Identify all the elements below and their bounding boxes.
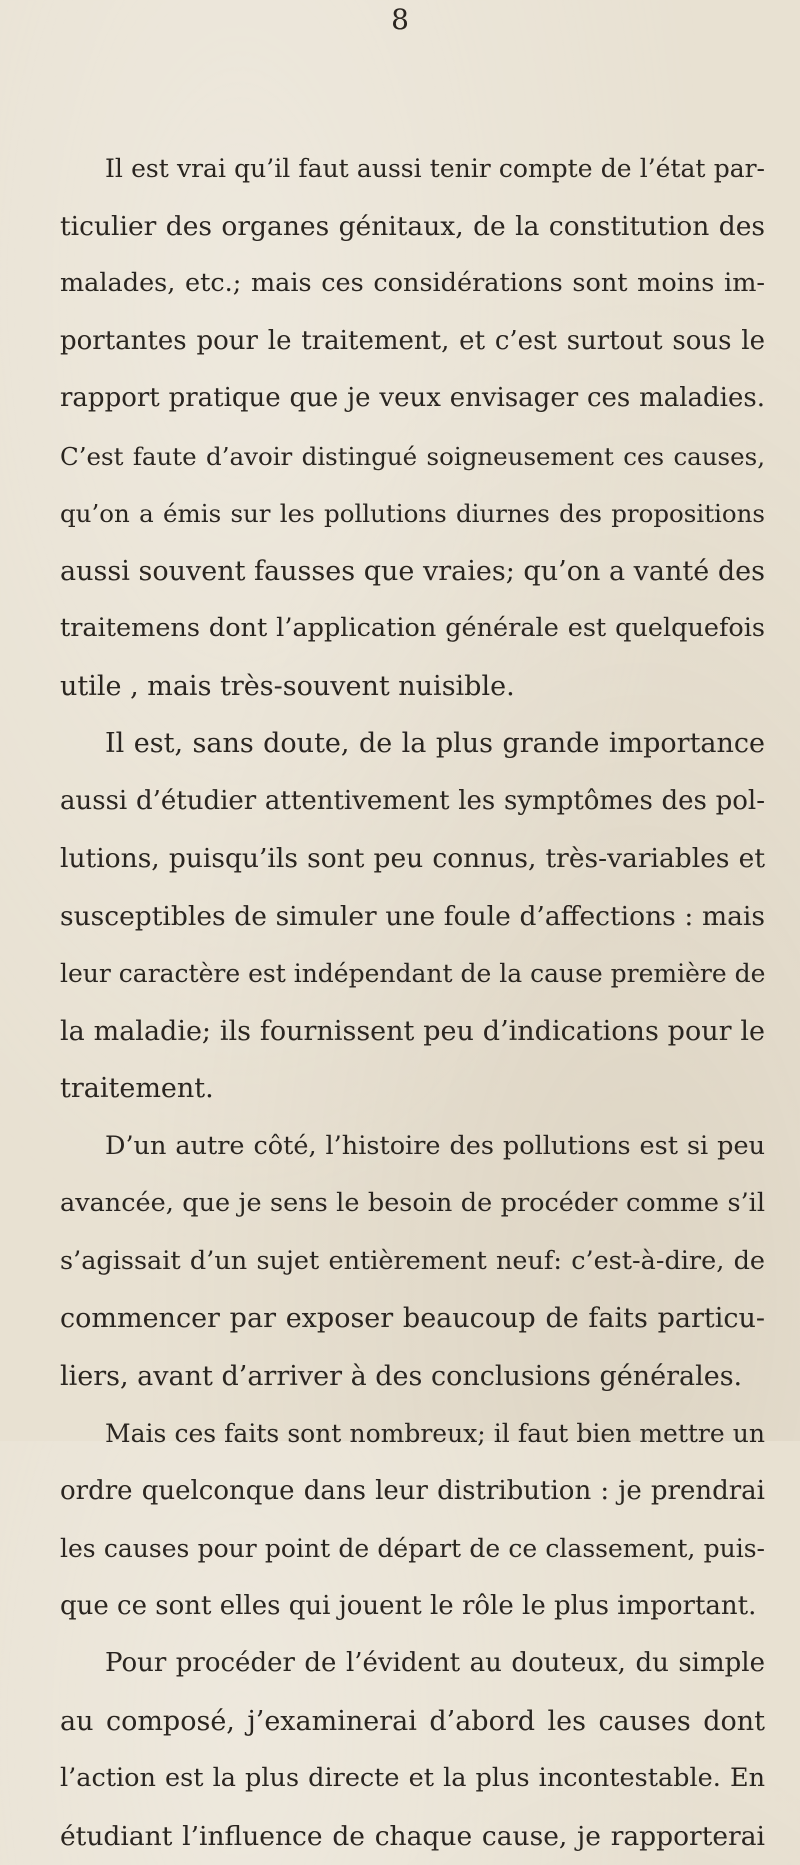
text-line: C’est faute d’avoir distingué soigneusement ces causes,: [60, 428, 765, 486]
text-line: ordre quelconque dans leur distribution : je prendrai: [60, 1463, 765, 1521]
text-line: avancée, que je sens le besoin de procéder comme s’il: [60, 1175, 765, 1233]
text-line: étudiant l’influence de chaque cause, je rapporterai: [60, 1808, 765, 1865]
page-number: 8: [0, 0, 800, 40]
text-line: la maladie; ils fournissent peu d’indications pour le: [60, 1003, 765, 1061]
text-line: l’action est la plus directe et la plus incontestable. En: [60, 1750, 765, 1808]
text-line: Pour procéder de l’évident au douteux, du simple: [60, 1635, 765, 1693]
text-line: liers, avant d’arriver à des conclusions générales.: [60, 1348, 765, 1406]
text-line: D’un autre côté, l’histoire des pollutions est si peu: [60, 1118, 765, 1176]
text-line: utile , mais très-souvent nuisible.: [60, 658, 765, 716]
text-line: commencer par exposer beaucoup de faits particu-: [60, 1290, 765, 1348]
text-line: les causes pour point de départ de ce classement, puis-: [60, 1520, 765, 1578]
text-line: aussi souvent fausses que vraies; qu’on a vanté des: [60, 543, 765, 601]
text-line: rapport pratique que je veux envisager ces maladies.: [60, 370, 765, 428]
text-line: traitement.: [60, 1060, 765, 1118]
body-text: [60, 140, 765, 1865]
text-line: ticulier des organes génitaux, de la constitution des: [60, 198, 765, 256]
text-line: lutions, puisqu’ils sont peu connus, très-variables et: [60, 830, 765, 888]
text-line: s’agissait d’un sujet entièrement neuf: c’est-à-dire, de: [60, 1233, 765, 1291]
text-line: que ce sont elles qui jouent le rôle le plus important.: [60, 1578, 765, 1636]
text-line: Il est, sans doute, de la plus grande importance: [60, 715, 765, 773]
text-line: au composé, j’examinerai d’abord les causes dont: [60, 1693, 765, 1751]
text-line: Mais ces faits sont nombreux; il faut bien mettre un: [60, 1405, 765, 1463]
text-line: susceptibles de simuler une foule d’affections : mais: [60, 888, 765, 946]
text-line: portantes pour le traitement, et c’est surtout sous le: [60, 313, 765, 371]
text-line: aussi d’étudier attentivement les symptômes des pol-: [60, 773, 765, 831]
text-line: leur caractère est indépendant de la cause première de: [60, 945, 765, 1003]
text-line: Il est vrai qu’il faut aussi tenir compte de l’état par-: [60, 140, 765, 198]
text-line: traitemens dont l’application générale est quelquefois: [60, 600, 765, 658]
text-line: qu’on a émis sur les pollutions diurnes des propositions: [60, 485, 765, 543]
text-line: malades, etc.; mais ces considérations sont moins im-: [60, 255, 765, 313]
